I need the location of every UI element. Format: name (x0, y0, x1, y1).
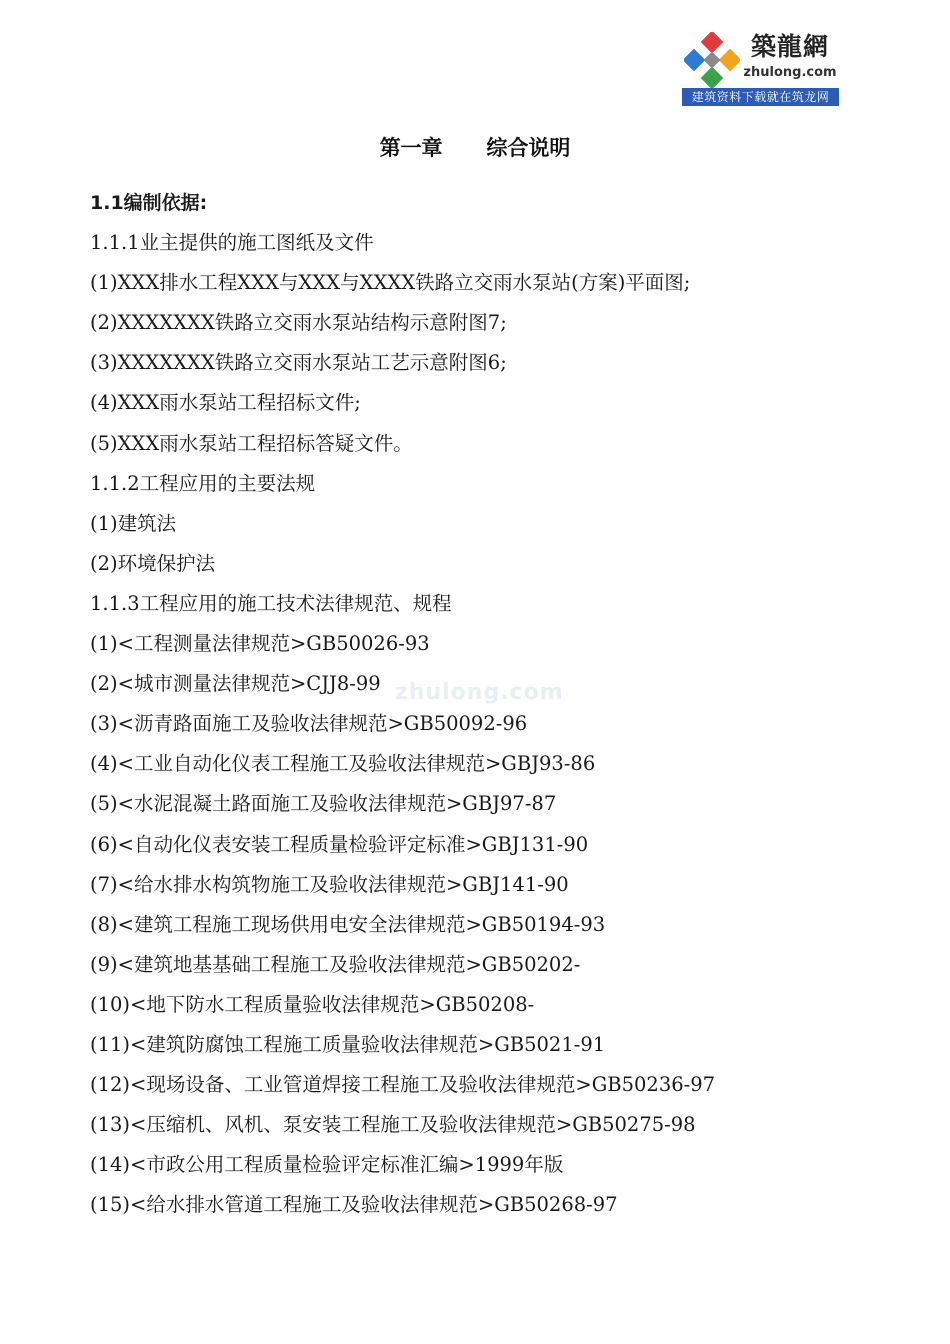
text-line: (5)<水泥混凝土路面施工及验收法律规范>GBJ97-87 (90, 792, 557, 816)
text-line: (5)XXX雨水泵站工程招标答疑文件。 (90, 431, 413, 455)
watermark: zhulong.com (395, 680, 564, 705)
text-line: (13)<压缩机、风机、泵安装工程施工及验收法律规范>GB50275-98 (90, 1113, 696, 1137)
text-line: (3)<沥青路面施工及验收法律规范>GB50092-96 (90, 712, 528, 736)
text-line: (2)XXXXXXX铁路立交雨水泵站结构示意附图7; (90, 311, 507, 335)
text-line: 1.1.2工程应用的主要法规 (90, 471, 316, 495)
zhulong-logo (682, 28, 839, 106)
text-line: (1)建筑法 (90, 511, 177, 535)
chapter-title: 第一章 综合说明 (379, 136, 571, 160)
text-line: (3)XXXXXXX铁路立交雨水泵站工艺示意附图6; (90, 351, 507, 375)
text-line: (10)<地下防水工程质量验收法律规范>GB50208- (90, 992, 535, 1016)
text-line: 1.1.1业主提供的施工图纸及文件 (90, 231, 374, 255)
text-line: 1.1编制依据: (90, 192, 208, 214)
document-body (90, 183, 910, 1225)
logo-chinese-name: 築龍網 (750, 32, 829, 61)
logo-diamond-icon (684, 32, 740, 88)
text-line: (1)XXX排水工程XXX与XXX与XXXX铁路立交雨水泵站(方案)平面图; (90, 271, 691, 295)
logo-slogan: 建筑资料下载就在筑龙网 (682, 88, 839, 106)
text-line: (9)<建筑地基基础工程施工及验收法律规范>GB50202- (90, 952, 581, 976)
logo-domain: zhulong.com (743, 65, 837, 80)
text-line: (6)<自动化仪表安装工程质量检验评定标准>GBJ131-90 (90, 832, 589, 856)
text-line: (15)<给水排水管道工程施工及验收法律规范>GB50268-97 (90, 1193, 618, 1217)
text-line: (1)<工程测量法律规范>GB50026-93 (90, 632, 430, 656)
text-line: (2)<城市测量法律规范>CJJ8-99 (90, 672, 381, 696)
text-line: (11)<建筑防腐蚀工程施工质量验收法律规范>GB5021-91 (90, 1032, 606, 1056)
text-line: (4)XXX雨水泵站工程招标文件; (90, 391, 361, 415)
logo-top (682, 28, 839, 88)
text-line: (8)<建筑工程施工现场供用电安全法律规范>GB50194-93 (90, 912, 606, 936)
text-line: 1.1.3工程应用的施工技术法律规范、规程 (90, 591, 452, 615)
text-line: (12)<现场设备、工业管道焊接工程施工及验收法律规范>GB50236-97 (90, 1073, 716, 1097)
text-line: (4)<工业自动化仪表工程施工及验收法律规范>GBJ93-86 (90, 752, 596, 776)
text-line: (2)环境保护法 (90, 551, 216, 575)
text-line: (14)<市政公用工程质量检验评定标准汇编>1999年版 (90, 1153, 564, 1177)
text-line: (7)<给水排水构筑物施工及验收法律规范>GBJ141-90 (90, 872, 569, 896)
